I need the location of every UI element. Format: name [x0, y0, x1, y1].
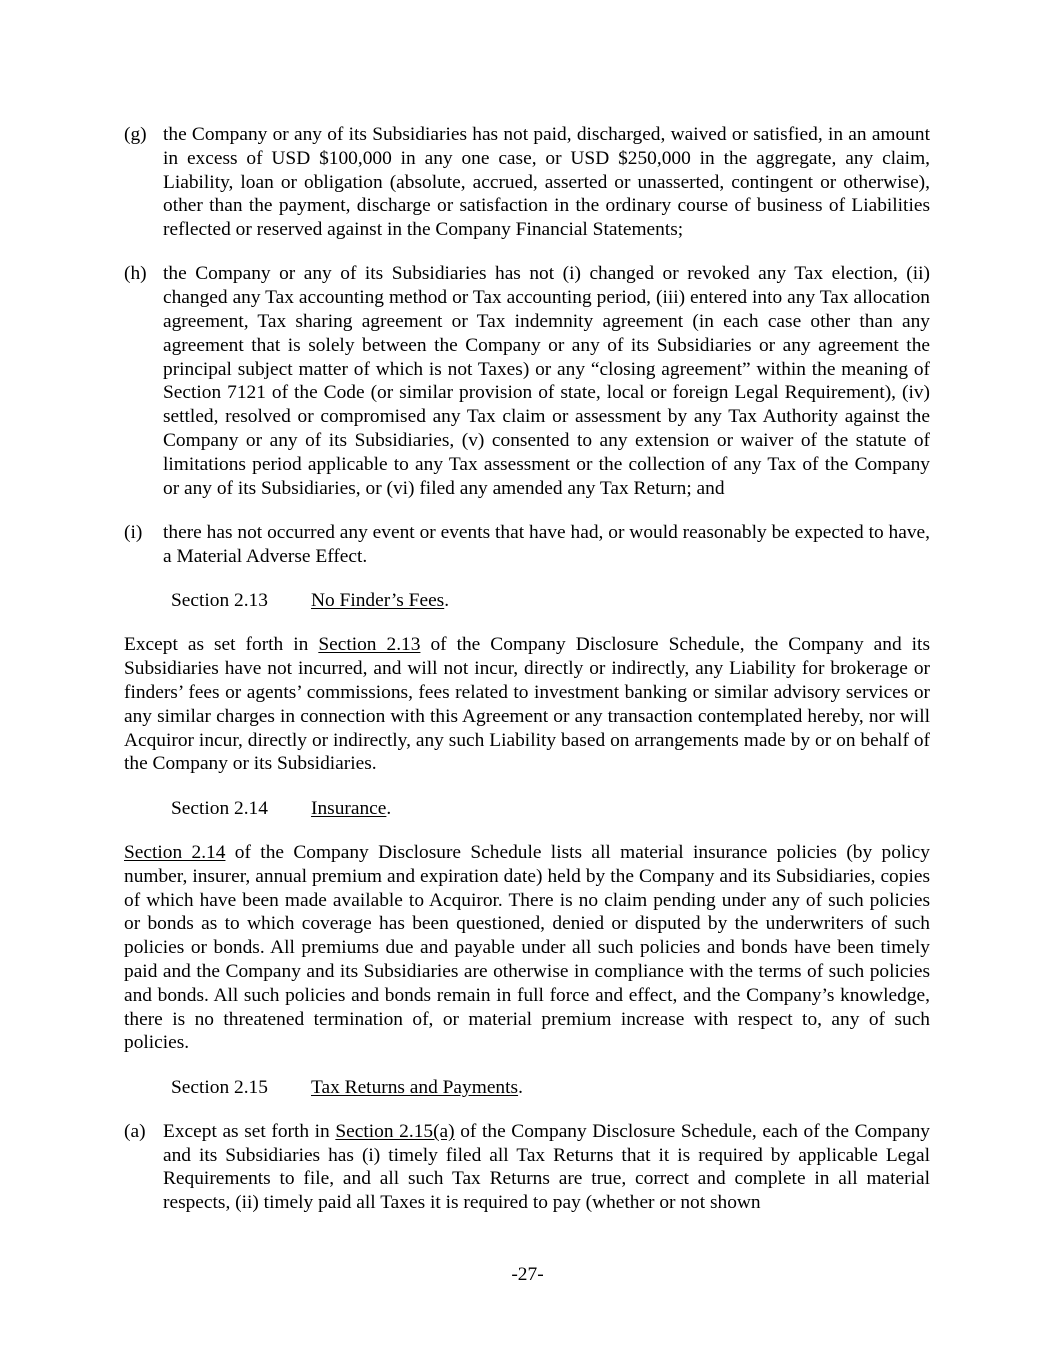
body-text: Except as set forth in [163, 1120, 336, 1142]
list-item-h [124, 262, 930, 500]
section-title-punctuation: . [518, 1076, 523, 1098]
section-heading-2-15 [171, 1076, 930, 1100]
section-heading-2-14 [171, 797, 930, 821]
section-title: No Finder’s Fees [311, 590, 445, 612]
body-text: of the Company Disclosure Schedule lists all material insurance policies (by policy number, insurer, annual premium and expiration date) held by the Company and its Subsidiaries, copies of which have been made available to Acquiror. There is no claim pending under any of such policies or bonds as to which coverage has been questioned, denied or disputed by the underwriters of such policies or bonds. All premiums due and payable under all such policies and bonds have been timely paid and the Company and its Subsidiaries are otherwise in compliance with the terms of such policies and bonds. All such policies and bonds remain in full force and effect, and the Company’s knowledge, there is no threatened termination of, or material premium increase with respect to, any of such policies. [124, 841, 930, 1054]
section-heading-2-13 [171, 589, 930, 613]
section-2-13-body [124, 633, 930, 776]
body-text: Except as set forth in [124, 634, 319, 656]
section-title: Tax Returns and Payments [311, 1076, 519, 1098]
item-label: (i) [124, 521, 143, 543]
body-text: of the Company Disclosure Schedule, the Company and its Subsidiaries have not incurred, and will not incur, directly or indirectly, any Liability for brokerage or finders’ fees or agents’ commissions, fees related to investment banking or similar advisory services or any similar charges in connection with this Agreement or any transaction contemplated hereby, nor will Acquiror incur, directly or indirectly, any such Liability based on arrangements made by or on behalf of the Company or its Subsidiaries. [124, 634, 930, 775]
list-item-i [124, 521, 930, 569]
section-reference: Section 2.15(a) [335, 1120, 455, 1142]
section-2-14-body [124, 841, 930, 1055]
item-text [163, 1120, 930, 1215]
item-text: the Company or any of its Subsidiaries has not paid, discharged, waived or satisfied, in an amount in excess of USD $100,000 in any one case, or USD $250,000 in the aggregate, any claim, Liability, loan or obligation (absolute, accrued, asserted or unasserted, contingent or otherwise), other than the payment, discharge or satisfaction in the ordinary course of business of Liabilities reflected or reserved against in the Company Financial Statements; [163, 124, 930, 241]
item-text: the Company or any of its Subsidiaries has not (i) changed or revoked any Tax election, (ii) changed any Tax accounting method or Tax accounting period, (iii) entered into any Tax allocation agreement, Tax sharing agreement or Tax indemnity agreement (in each case other than any agreement that is solely between the Company or any of its Subsidiaries or any agreement the principal subject matter of which is not Taxes) or any “closing agreement” within the meaning of Section 7121 of the Code (or similar provision of state, local or foreign Legal Requirement), (iv) settled, resolved or compromised any Tax claim or assessment by any Tax Authority against the Company or any of its Subsidiaries, (v) consented to any extension or waiver of the statute of limitations period applicable to any Tax assessment or the collection of any Tax of the Company or any of its Subsidiaries, or (vi) filed any amended any Tax Return; and [163, 263, 930, 499]
list-item-g [124, 123, 930, 242]
page-number: -27- [511, 1264, 544, 1285]
item-label: (h) [124, 263, 147, 285]
item-label: (a) [124, 1120, 146, 1142]
section-number: Section 2.13 [171, 590, 268, 612]
section-reference: Section 2.13 [318, 634, 421, 656]
list-item-a [124, 1120, 930, 1215]
section-reference: Section 2.14 [124, 841, 226, 863]
section-number: Section 2.15 [171, 1076, 268, 1098]
section-title-punctuation: . [386, 797, 392, 819]
item-label: (g) [124, 124, 147, 145]
page-content [124, 123, 930, 1236]
section-number: Section 2.14 [171, 797, 268, 819]
item-text: there has not occurred any event or events that have had, or would reasonably be expected to have, a Material Adverse Effect. [163, 521, 930, 567]
section-title-punctuation: . [444, 590, 450, 612]
section-title: Insurance [311, 797, 387, 819]
body-text: of the Company Disclosure Schedule, each of the Company and its Subsidiaries has (i) timely filed all Tax Returns that it is required by applicable Legal Requirements to file, and all such Tax Returns are true, correct and complete in all material respects, (ii) timely paid all Taxes it is required to pay (whether or not shown [163, 1120, 930, 1214]
